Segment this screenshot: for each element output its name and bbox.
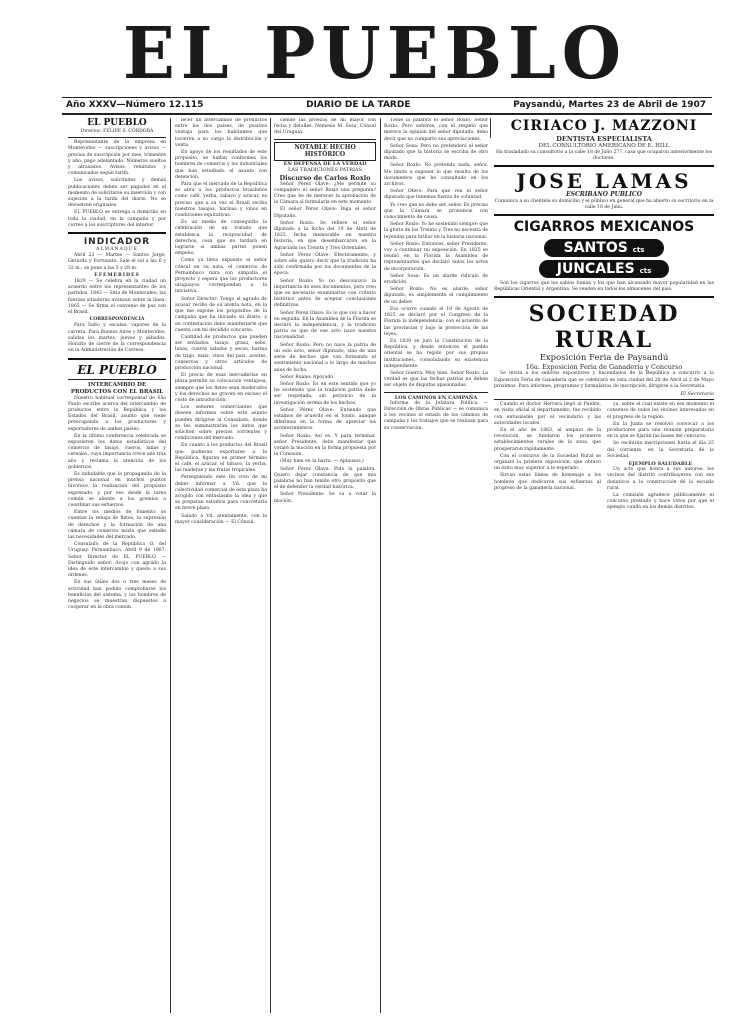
ads-split — [494, 402, 714, 512]
divider — [274, 139, 376, 140]
santos-banner — [544, 239, 664, 257]
cts-label: cts — [639, 267, 652, 276]
correspondencia-heading: CORRESPONDENCIA — [89, 317, 145, 323]
ads-subcolumn-right: ya, sobre el cual existe en ese momento el consenso de todos los vecinos interesados en el progreso de la región. En la Junta se resolvió convocar a los productores para una reunión preparatoria en la que se fijarán las bases del concurso. Se recibirán inscripciones hasta el día 25 del corriente, en la Secretaría de la Sociedad. EJEMPLO SALUDABLE Un acto que honra a sus autores: los vecinos del distrito contribuyeron con sus donativos a la construcción de la escuela rural. La comisión agradece públicamente el concurso prestado y hace votos por que el ejemplo cunda en los demás distritos. — [607, 402, 714, 511]
top-rule — [62, 97, 712, 98]
mazzoni-title: DENTISTA ESPECIALISTA — [556, 135, 652, 143]
headline-4: Discurso de Carlos Roxlo — [279, 173, 371, 182]
rural-line-2: 16a. Exposición Feria de Ganadería y Concurso — [525, 363, 683, 372]
divider — [494, 214, 714, 216]
secretario-sign: El Secretario — [680, 391, 714, 398]
divider — [494, 165, 714, 167]
juncales-banner — [539, 260, 669, 278]
column-separator — [170, 118, 171, 1013]
masthead — [0, 0, 750, 96]
mazzoni-name: CIRIACO J. MAZZONI — [510, 118, 698, 134]
mazzoni-subtitle: DEL CONSULTORIO AMERICANO DE E. HILL — [538, 143, 670, 149]
ads-subcolumn-left: Cuando el doctor Herrera llegó al Pueblo, en visita oficial al departamento, fue recibido con entusiasmo por el vecindario y las autoridades locales. En el año de 1863, al amparo de la revolución, se fundaron los primeros establecimientos rurales de la zona, que prosperaron rápidamente. Con el concurso de la Sociedad Rural se organizó la primera exposición, que obtuvo un éxito muy superior a lo esperado. Sirvan estas líneas de homenaje a los hombres que dedicaron sus esfuerzos al progreso de la ganadería nacional. — [494, 402, 601, 491]
column-separator — [270, 118, 271, 1013]
intercambio-headline: INTERCAMBIO DE PRODUCTOS CON EL BRASIL — [70, 381, 164, 395]
santos-label: SANTOS — [563, 240, 628, 257]
divider — [68, 232, 166, 234]
divider — [68, 379, 166, 380]
bottom-rule — [62, 113, 712, 115]
issue-number: Año XXXV—Número 12.115 — [66, 100, 204, 110]
divider — [68, 137, 166, 138]
headline-1: NOTABLE HECHO HISTÓRICO — [294, 143, 356, 159]
divider — [494, 296, 714, 298]
cts-label: cts — [632, 246, 645, 255]
paper-subtitle: DIARIO DE LA TARDE — [306, 100, 411, 110]
lamas-name: JOSE LAMAS — [516, 169, 692, 194]
efemerides-heading: EFEMÉRIDES — [94, 272, 140, 278]
column-separator — [490, 118, 491, 138]
ads-column: CIRIACO J. MAZZONI DENTISTA ESPECIALISTA DEL CONSULTORIO AMERICANO DE E. HILL Ha trasladado su consultorio a la calle 18 de Julio 277, casa que ocuparon anteriormente los doctores. JOSE LAMAS ESCRIBANO PUBLICO Comunica a su clientela su domicilio y el público en general que ha abierto su escritorio en la calle 18 de Julio. CIGARROS MEXICANOS SANTOS cts JUNCALES cts Son los cigarros que los sabios fuman y los que han alcanzado mayor popularidad en las Repúblicas Oriental y Argentina. Se venden en todos los almacenes del país. SOCIEDAD RURAL Exposición Feria de Paysandú 16a. Exposición Feria de Ganadería y Concurso Se invita a los señores expositores y hacendados de la República a concurrir a la Exposición Feria de Ganadería que se celebrará en esta ciudad del 28 de Abril al 2 de Mayo próximos. Para informes, programas y formularios de inscripción, dirigirse a la Secretaría. El Secretario Cuando el doctor Herrera llegó al Pueblo, en visita oficial al departamento, fue recibido con entusiasmo por el vecindario y las autoridades locales. En el año de 1863, al amparo de la revolución, se fundaron los primeros establecimientos rurales de la zona, que prosperaron rápidamente. Con el concurso de la Sociedad Rural se organizó la primera exposición, que obtuvo un éxito muy superior a lo esperado. Sirvan estas líneas de homenaje a los hombres que dedicaron sus esfuerzos al progreso de la ganadería nacional. ya, sobre el cual existe en ese momento el consenso de todos los vecinos interesados en el progreso de la región. En la Junta se resolvió convocar a los productores para una reunión preparatoria en la que se fijarán las bases del concurso. Se recibirán inscripciones hasta el día 25 del corriente, en la Secretaría de la Sociedad. EJEMPLO SALUDABLE Un acto que honra a sus autores: los vecinos del distrito contribuyeron con sus donativos a la construcción de la escuela rural. La comisión agradece públicamente el concurso prestado y hace votos por que el ejemplo cunda en los demás distritos. — [494, 118, 714, 1013]
caminos-headline: LOS CAMINOS EN CAMPAÑA — [394, 394, 478, 401]
almanaque-heading: ALMANAQUE — [96, 247, 138, 253]
headline-box — [274, 142, 376, 161]
dateline: Paysandú, Martes 23 de Abril de 1907 — [513, 100, 706, 110]
headline-2: EN DEFENSA DE LA VERDAD — [283, 160, 367, 167]
rural-line-1: Exposición Feria de Paysandú — [539, 353, 669, 364]
divider — [494, 399, 714, 400]
column-1: EL PUEBLO Director: FELIPE S. CÓRDOBA Representante de la empresa en Montevideo — suscripciones y avisos — precios de suscripción por mes, trimestre y año, pago adelantado. Números sueltos y atrasados. Avisos, remitidos y comunicados según tarifa. Los avisos, solicitudes y demás publicaciones deben ser pagados en el momento de solicitarse su inserción y con sujeción a la tarifa del diario. No se devuelven originales. EL PUEBLO se entrega a domicilio en toda la ciudad, en la campaña y por correo a los suscriptores del interior. INDICADOR ALMANAQUE Abril 23 — Martes — Santos Jorge, Gerardo y Fortunato. Sale el sol a las 6 y 32 m.; se pone a las 5 y 28 m. EFEMÉRIDES 1829 — Se celebra en la ciudad un acuerdo entre los representantes de los partidos. 1843 — Sitio de Montevideo; las fuerzas sitiadoras avanzan sobre la línea. 1865 — Se firma el convenio de paz con el Brasil. CORRESPONDENCIA Para Salto y escalas: vapores de la carrera. Para Buenos Aires y Montevideo, salidas los martes, jueves y sábados. Horario de cierre de la correspondencia en la Administración de Correos. EL PUEBLO INTERCAMBIO DE PRODUCTOS CON EL BRASIL Nuestro habitual corresponsal de São Paulo escribe acerca del intercambio de productos entre la República y los Estados del Brasil, asunto que viene preocupando a los productores y exportadores de ambos países. En la última conferencia celebrada se expusieron los datos estadísticos del comercio de tasajo, cueros, lanas y cereales, cuya importancia crece año tras año y reclama la atención de los gobiernos. Es indudable que la propaganda de la prensa nacional en muchos puntos favorece la realización del propósito expresado, y por eso desde la tarea común se aliente a los gremios a coordinar sus esfuerzos. Entre los medios de fomento se cuentan la rebaja de fletes, la supresión de derechos y la formación de una cámara de comercio mixta que estudie las necesidades del mercado. Consulado de la República O. del Uruguay. Pernambuco, Abril 9 de 1907. Señor Director de EL PUEBLO — Distinguido señor: Acojo con agrado la idea de este intercambio y quedo a sus órdenes. En sus útiles dos o tres meses de actividad han podido comprobarse los beneficios del sistema, y los hombres de negocios se muestran dispuestos a cooperar en la obra común. — [68, 118, 166, 611]
rural-name: SOCIEDAD RURAL — [528, 301, 680, 354]
column-4: Tiene la palabra el señor Roxlo. Señor Roxlo: Pero señores, con el respeto que merece la opinión del señor diputado, debo decir que no comparto sus apreciaciones. Señor Sosa: Pero no pretenderá el señor diputado que la historia se escriba de otro modo. Señor Roxlo: No pretendo nada, señor. Me limito a exponer lo que resulta de los documentos que he consultado en los archivos. Señor Otero: Para que vea el señor diputado que tenemos fuerza de voluntad. Yo creo que no debe ser, señor. Es preciso que la Cámara se pronuncie con conocimiento de causa. Señor Roxlo: Yo he sostenido siempre que la gloria de los Treinta y Tres no necesita de leyendas para brillar en la historia nacional. Señor Roxlo: Entonces, señor Presidente, voy a continuar mi exposición. En 1825 se reunió en la Florida la Asamblea de representantes que declaró nulos los actos de incorporación. Señor Sosa: Es un alarde ridículo de erudición. Señor Roxlo: No es alarde, señor diputado, es simplemente el cumplimiento de un deber. Eso ocurre cuando el 19 de Agosto de 1825 se declaró por el Congreso de la Florida la independencia; con el acuerdo de las provincias y bajo la protección de las leyes. En 1830 se juró la Constitución de la República, y desde entonces el pueblo oriental se ha regido por sus propias instituciones, consolidando su existencia independiente. Señor Guerra: Muy bien. Señor Roxlo: La verdad es que las fechas patrias no deben ser objeto de disputas apasionadas. LOS CAMINOS EN CAMPAÑA Informe de la Jefatura Política — Dirección de Obras Públicas — se comunica a los vecinos el estado de los caminos de campaña y los trabajos que se realizan para su conservación. — [384, 118, 488, 431]
director-line: Director: FELIPE S. CÓRDOBA — [80, 129, 154, 134]
newspaper-title: EL PUEBLO — [122, 12, 628, 97]
column-2: lecer un intercambio de productos entre los dos países, de positiva ventaja para los habitantes que tuvieren a su cargo la distribución y venta. En apoyo de los resultados de este propósito, se hallan conformes los hombres de comercio y los industriales que han estudiado el asunto con detención. Para que el mercado de la República se abra a los productos brasileños como café, yerba, tabaco y azúcar, es preciso que a su vez el Brasil reciba nuestros tasajos, harinas y vinos en condiciones equitativas. Es un medio de conseguirlo la celebración de un tratado que establezca la reciprocidad de derechos, cosa que no tardará en lograrse si ambas partes ponen empeño. Como ya lleva expuesto el señor cónsul en su nota, el comercio de Pernambuco mira con simpatía el proyecto y espera que los productores uruguayos correspondan a la iniciativa. Señor Director: Tengo el agrado de acusar recibo de su atenta nota, en la que me expone los propósitos de la campaña que ha iniciado su diario, y en contestación debo manifestarle que cuenta con mi decidido concurso. Cantidad de productos que pueden ser enviados: tasajo, grasa, sebo, lanas, cueros salados y secos, harina de trigo, maíz, vinos del país, aceites, conservas y otros artículos de producción nacional. El precio de esas mercaderías en plaza permite su colocación ventajosa, siempre que los fletes sean moderados y los derechos no graven en exceso el costo de introducción. Los señores comerciantes que deseen informes sobre este asunto pueden dirigirse al Consulado, donde se les suministrarán los datos que soliciten sobre precios corrientes y condiciones del mercado. En cuanto a los productos del Brasil que pudieran exportarse a la República, figuran en primer término el café, el azúcar, el tabaco, la yerba, las maderas y las frutas tropicales. Perseguiendo este fin creo de mi deber informar a Vd. que la colectividad comercial de esta plaza ha acogido con entusiasmo la idea y que se preparan estudios para concretarla en breve plazo. Saludo a Vd. atentamente, con la mayor consideración — El Cónsul. — [175, 118, 267, 525]
divider — [384, 392, 488, 393]
lamas-title: ESCRIBANO PUBLICO — [566, 191, 642, 199]
column-header: EL PUEBLO — [87, 118, 147, 128]
indicador-heading: INDICADOR — [83, 237, 151, 248]
divider — [68, 358, 166, 360]
second-header: EL PUEBLO — [77, 362, 157, 377]
juncales-label: JUNCALES — [556, 261, 635, 278]
cigarros-title: CIGARROS MEXICANOS — [513, 219, 695, 236]
info-bar — [66, 99, 706, 111]
column-3: ciendo las proezas de mi mayor con fecha y detalles. Nemesio M. Sosa, Cónsul del Uruguay. NOTABLE HECHO HISTÓRICO EN DEFENSA DE LA VERDAD LAS TRADICIONES PATRIAS Discurso de Carlos Roxlo Señor Pérez Olave: ¿Me permite su compañero el señor Roxlo una pregunta? Creo que he de merecer la aprobación de la Cámara al formularla en este momento. El señor Pérez Olave: Diga el señor Diputado. Señor Roxlo: Se refiere el señor diputado a la fecha del 19 de Abril de 1825, fecha memorable en nuestra historia, en que desembarcaron en la Agraciada los Treinta y Tres Orientales. Señor Pérez Olave: Efectivamente, y sobre ello quiero decir que la tradición ha sido confirmada por los documentos de la época. Señor Roxlo: Yo no desconozco la importancia de esos documentos, pero creo que es necesario examinarlos con criterio histórico antes de aceptar conclusiones definitivas. Señor Pérez Olave: Es lo que voy a hacer en seguida. En la Asamblea de la Florida se declaró la independencia, y la tradición patria es que de ese acto nace nuestra nacionalidad. Señor Roxlo: Pero no nace la patria de un solo acto, señor diputado, sino de una serie de hechos que van formando el sentimiento nacional a lo largo de muchos años de lucha. Señor Ruano: Apoyado. Señor Roxlo: Es en este sentido que yo he sostenido que la tradición patria debe ser respetada, sin perjuicio de la investigación serena de los hechos. Señor Pérez Olave: Entiendo que estamos de acuerdo en el fondo, aunque diferimos en la forma de apreciar los acontecimientos. Señor Roxlo: Así es. Y para terminar, señor Presidente, debo manifestar que votaré la moción en la forma propuesta por la Comisión. (Muy bien en la barra. — Aplausos.) Señor Pérez Olave: Pido la palabra. Quiero dejar constancia de que mis palabras no han tenido otro propósito que el de defender la verdad histórica. Señor Presidente: Se va a votar la moción. — [274, 118, 376, 504]
column-separator — [380, 118, 381, 1013]
ejemplo-headline: EJEMPLO SALUDABLE — [628, 461, 693, 468]
headline-3: LAS TRADICIONES PATRIAS — [288, 167, 362, 174]
